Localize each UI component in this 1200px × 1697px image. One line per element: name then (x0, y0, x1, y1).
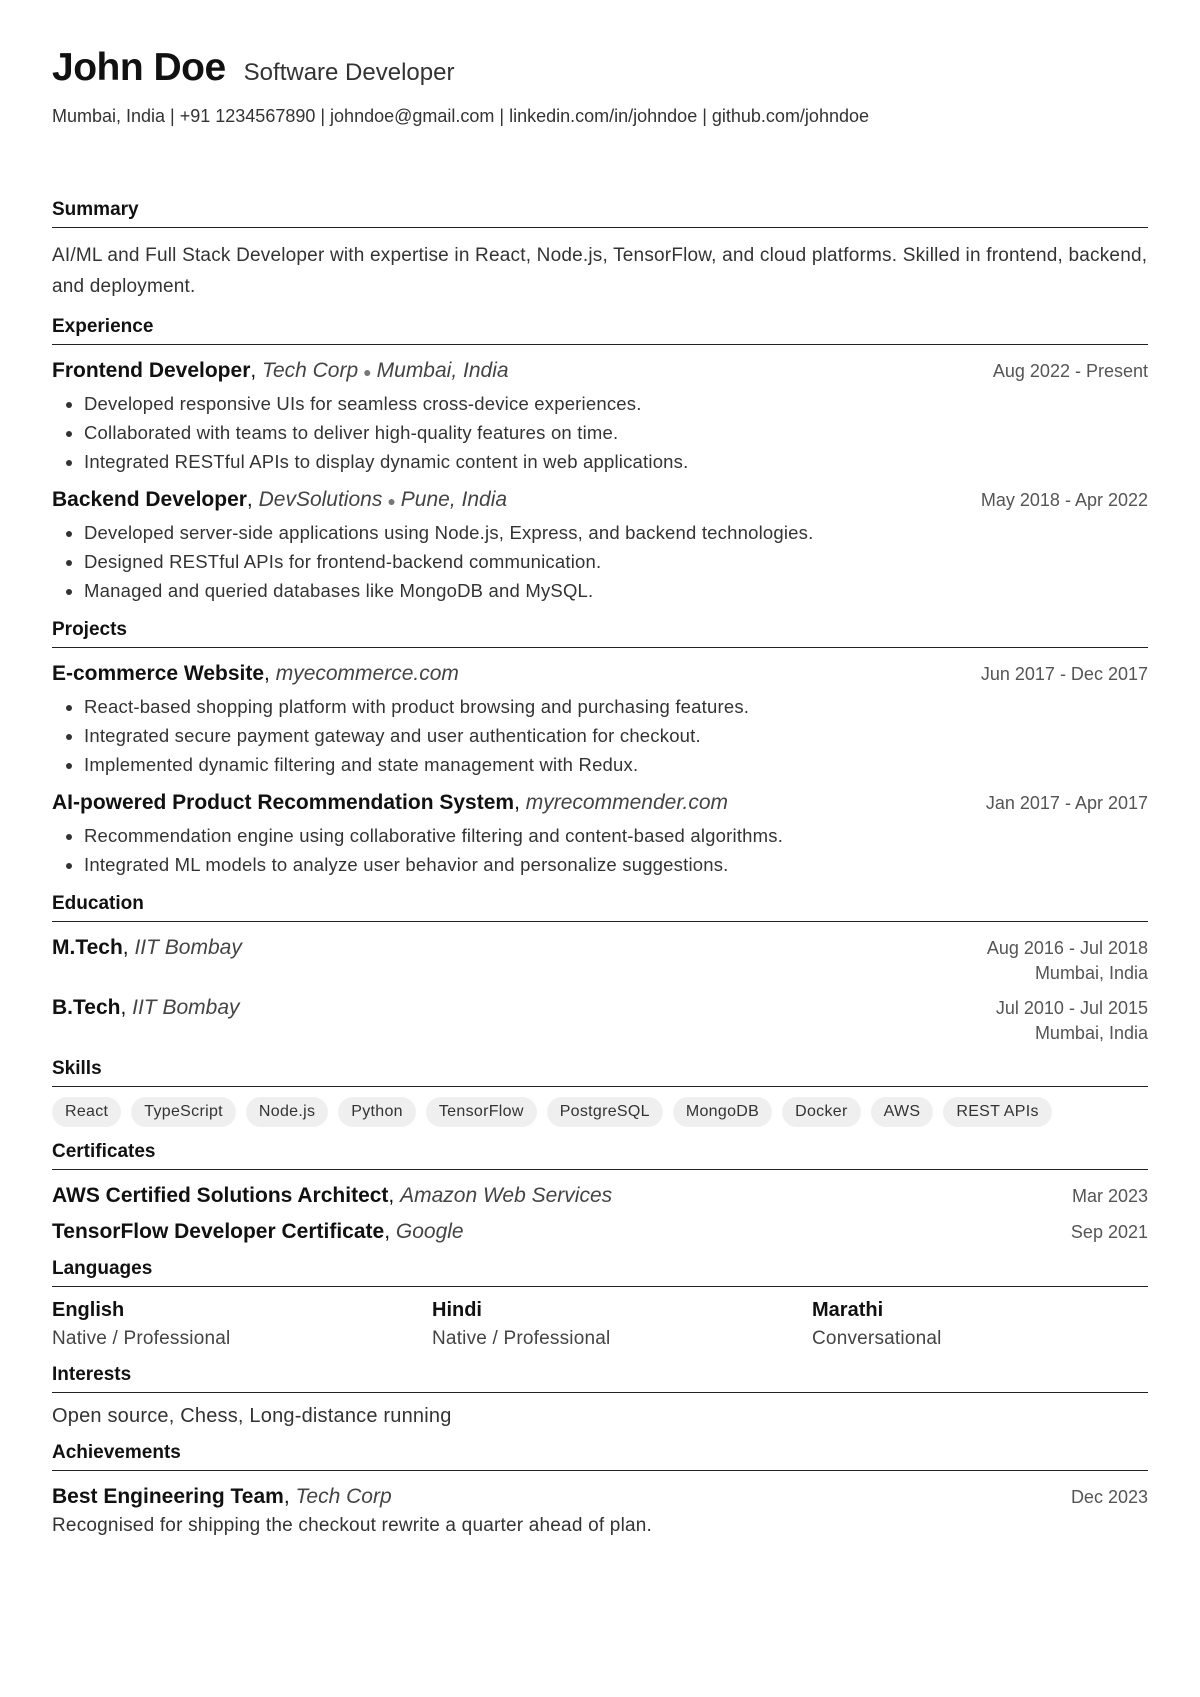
bullet-item: • Implemented dynamic filtering and state management with Redux. (84, 750, 1148, 779)
candidate-role: Software Developer (243, 59, 455, 86)
project-name: AI-powered Product Recommendation System (52, 791, 515, 814)
experience-section (52, 316, 1148, 605)
certificate-date: Mar 2023 (1071, 1186, 1148, 1206)
certificate-heading: TensorFlow Developer Certificate, Google (52, 1220, 464, 1243)
education-heading: M.Tech, IIT Bombay (52, 936, 242, 959)
project-dates: Jan 2017 - Apr 2017 (985, 793, 1148, 813)
candidate-name: John Doe (52, 46, 226, 89)
section-title-interests: Interests (52, 1364, 1148, 1393)
project-heading: E-commerce Website, myecommerce.com (52, 662, 459, 685)
certificates-section (52, 1141, 1148, 1244)
experience-heading: Backend Developer, DevSolutions ● Pune, India (52, 488, 508, 511)
bullet-item: • Developed responsive UIs for seamless cross-device experiences. (84, 389, 1148, 418)
project-heading: AI-powered Product Recommendation System, myrecommender.com (52, 791, 729, 814)
education-dates: Aug 2016 - Jul 2018 (986, 938, 1148, 958)
education-heading: B.Tech, IIT Bombay (52, 996, 240, 1019)
certificate-issuer: Amazon Web Services (400, 1184, 613, 1207)
certificate-entry (52, 1220, 1148, 1244)
summary-section (52, 199, 1148, 302)
skill-chip: TypeScript (131, 1097, 236, 1127)
certificate-issuer: Google (395, 1220, 464, 1243)
projects-section (52, 619, 1148, 879)
education-meta (987, 938, 1148, 984)
project-url: myecommerce.com (275, 662, 459, 685)
education-entry (52, 936, 1148, 984)
language-name: Marathi (812, 1299, 884, 1321)
language-level: Conversational (812, 1328, 942, 1349)
achievement-heading: Best Engineering Team, Tech Corp (52, 1485, 392, 1508)
project-bullets (52, 692, 1148, 779)
skills-section (52, 1058, 1148, 1127)
job-title: Frontend Developer (52, 359, 251, 382)
school: IIT Bombay (134, 936, 242, 959)
skills-list (52, 1097, 1148, 1127)
degree: B.Tech (52, 996, 121, 1019)
skill-chip: PostgreSQL (547, 1097, 663, 1127)
education-meta (996, 998, 1148, 1044)
bullet-item: • Designed RESTful APIs for frontend-backend communication. (84, 547, 1148, 576)
education-location: Mumbai, India (1034, 1023, 1148, 1043)
section-title-skills: Skills (52, 1058, 1148, 1087)
skill-chip: AWS (871, 1097, 934, 1127)
project-name: E-commerce Website (52, 662, 265, 685)
job-bullets (52, 389, 1148, 476)
certificate-name: TensorFlow Developer Certificate (52, 1220, 385, 1243)
summary-text: AI/ML and Full Stack Developer with expertise in React, Node.js, TensorFlow, and cloud platforms. Skilled in frontend, backend, and deployment. (52, 245, 1148, 297)
section-title-languages: Languages (52, 1258, 1148, 1287)
job-dates: May 2018 - Apr 2022 (980, 490, 1148, 510)
separator-dot: ● (363, 364, 372, 380)
job-bullets (52, 518, 1148, 605)
languages-list (52, 1299, 1148, 1350)
language-level: Native / Professional (432, 1328, 611, 1349)
contact-line: Mumbai, India | +91 1234567890 | johndoe@gmail.com | linkedin.com/in/johndoe | github.com/johndoe (52, 106, 869, 126)
achievement-date: Dec 2023 (1070, 1487, 1148, 1507)
experience-heading: Frontend Developer, Tech Corp ● Mumbai, India (52, 359, 509, 382)
skill-chip: Python (338, 1097, 416, 1127)
certificate-name: AWS Certified Solutions Architect (52, 1184, 389, 1207)
bullet-item: • Developed server-side applications using Node.js, Express, and backend technologies. (84, 518, 1148, 547)
certificate-heading: AWS Certified Solutions Architect, Amazon Web Services (52, 1184, 613, 1207)
certificate-entry (52, 1184, 1148, 1208)
skill-chip: TensorFlow (426, 1097, 537, 1127)
education-entry (52, 996, 1148, 1044)
education-location: Mumbai, India (1034, 963, 1148, 983)
language-item (52, 1299, 432, 1350)
section-title-education: Education (52, 893, 1148, 922)
project-url: myrecommender.com (525, 791, 729, 814)
bullet-item: • Integrated RESTful APIs to display dynamic content in web applications. (84, 447, 1148, 476)
achievement-entry (52, 1485, 1148, 1537)
separator-dot: ● (387, 493, 396, 509)
company-name: DevSolutions (258, 488, 383, 511)
bullet-item: • Collaborated with teams to deliver high-quality features on time. (84, 418, 1148, 447)
interests-section (52, 1364, 1148, 1428)
achievements-section (52, 1442, 1148, 1537)
bullet-item: • Recommendation engine using collaborative filtering and content-based algorithms. (84, 821, 1148, 850)
section-title-experience: Experience (52, 316, 1148, 345)
section-title-projects: Projects (52, 619, 1148, 648)
achievement-name: Best Engineering Team (52, 1485, 284, 1508)
degree: M.Tech (52, 936, 123, 959)
job-title: Backend Developer (52, 488, 247, 511)
achievement-org: Tech Corp (295, 1485, 392, 1508)
bullet-item: • Integrated ML models to analyze user behavior and personalize suggestions. (84, 850, 1148, 879)
school: IIT Bombay (132, 996, 240, 1019)
skill-chip: Docker (782, 1097, 860, 1127)
certificate-date: Sep 2021 (1070, 1222, 1148, 1242)
project-entry (52, 662, 1148, 779)
education-section (52, 893, 1148, 1044)
bullet-item: • Managed and queried databases like MongoDB and MySQL. (84, 576, 1148, 605)
achievement-description: Recognised for shipping the checkout rewrite a quarter ahead of plan. (52, 1515, 652, 1536)
resume-header (52, 46, 1148, 90)
bullet-item: • Integrated secure payment gateway and user authentication for checkout. (84, 721, 1148, 750)
project-bullets (52, 821, 1148, 879)
language-level: Native / Professional (52, 1328, 231, 1349)
skill-chip: Node.js (246, 1097, 328, 1127)
experience-entry (52, 359, 1148, 476)
language-item (812, 1299, 1148, 1350)
bullet-item: • React-based shopping platform with product browsing and purchasing features. (84, 692, 1148, 721)
section-title-achievements: Achievements (52, 1442, 1148, 1471)
education-dates: Jul 2010 - Jul 2015 (995, 998, 1148, 1018)
skill-chip: REST APIs (943, 1097, 1051, 1127)
project-dates: Jun 2017 - Dec 2017 (980, 664, 1148, 684)
skill-chip: React (52, 1097, 121, 1127)
languages-section (52, 1258, 1148, 1350)
job-dates: Aug 2022 - Present (992, 361, 1148, 381)
skill-chip: MongoDB (673, 1097, 772, 1127)
interests-text: Open source, Chess, Long-distance running (52, 1405, 452, 1427)
project-entry (52, 791, 1148, 879)
section-title-summary: Summary (52, 199, 1148, 228)
language-item (432, 1299, 812, 1350)
language-name: Hindi (432, 1299, 482, 1321)
company-name: Tech Corp (262, 359, 359, 382)
language-name: English (52, 1299, 125, 1321)
experience-entry (52, 488, 1148, 605)
job-location: Mumbai, India (376, 359, 509, 382)
section-title-certificates: Certificates (52, 1141, 1148, 1170)
job-location: Pune, India (400, 488, 508, 511)
